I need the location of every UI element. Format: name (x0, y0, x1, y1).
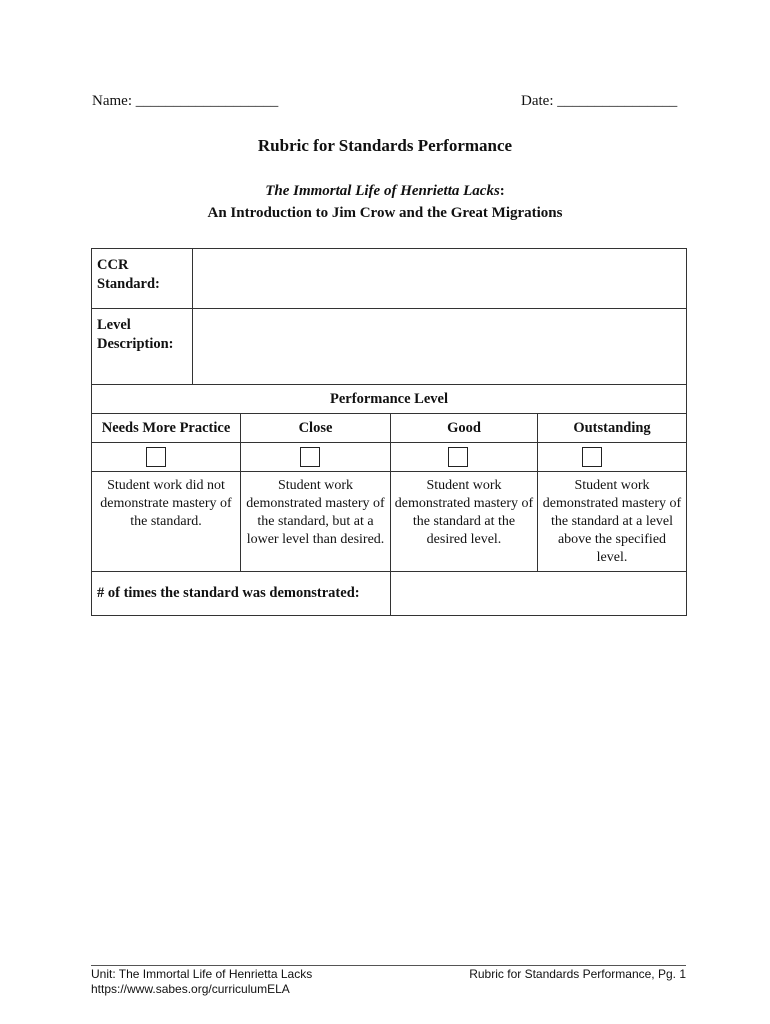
good-description: Student work demonstrated mastery of the standard at the desired level. (391, 472, 538, 572)
level-header-close: Close (241, 414, 391, 443)
page-title: Rubric for Standards Performance (257, 136, 513, 155)
ccr-label-line1: CCR (97, 257, 129, 273)
footer-page-number: Rubric for Standards Performance, Pg. 1 (469, 967, 686, 981)
level-label-line2: Description: (97, 336, 174, 352)
outstanding-checkbox[interactable] (582, 447, 602, 467)
checkbox-cell (241, 443, 391, 472)
rubric-table (91, 248, 687, 616)
good-checkbox[interactable] (448, 447, 468, 467)
footer-url[interactable]: https://www.sabes.org/curriculumELA (91, 982, 290, 996)
book-title: The Immortal Life of Henrietta Lacks (265, 183, 500, 199)
close-checkbox[interactable] (300, 447, 320, 467)
page-footer (91, 965, 686, 997)
times-demonstrated-label: # of times the standard was demonstrated: (92, 572, 391, 616)
book-title-colon: : (499, 183, 505, 199)
level-header-outstanding: Outstanding (538, 414, 687, 443)
ccr-standard-label (92, 249, 193, 309)
name-field-label: Name: ___________________ (92, 93, 279, 109)
ccr-label-line2: Standard: (97, 276, 160, 292)
level-description-field[interactable] (193, 309, 687, 385)
times-demonstrated-field[interactable] (391, 572, 687, 616)
date-field-label: Date: ________________ (521, 93, 678, 109)
level-description-label (92, 309, 193, 385)
needs-more-practice-checkbox[interactable] (146, 447, 166, 467)
level-header-needs-more-practice: Needs More Practice (92, 414, 241, 443)
ccr-standard-field[interactable] (193, 249, 687, 309)
level-label-line1: Level (97, 317, 131, 333)
performance-level-heading: Performance Level (92, 385, 687, 414)
checkbox-cell (391, 443, 538, 472)
level-header-good: Good (391, 414, 538, 443)
checkbox-cell (92, 443, 241, 472)
needs-more-practice-description: Student work did not demonstrate mastery of the standard. (92, 472, 241, 572)
book-title-line (0, 183, 770, 200)
footer-unit: Unit: The Immortal Life of Henrietta Lacks (91, 967, 313, 981)
checkbox-cell (538, 443, 687, 472)
unit-subtitle: An Introduction to Jim Crow and the Great Migrations (207, 205, 563, 221)
close-description: Student work demonstrated mastery of the standard, but at a lower level than desired. (241, 472, 391, 572)
outstanding-description: Student work demonstrated mastery of the standard at a level above the specified level. (538, 472, 687, 572)
